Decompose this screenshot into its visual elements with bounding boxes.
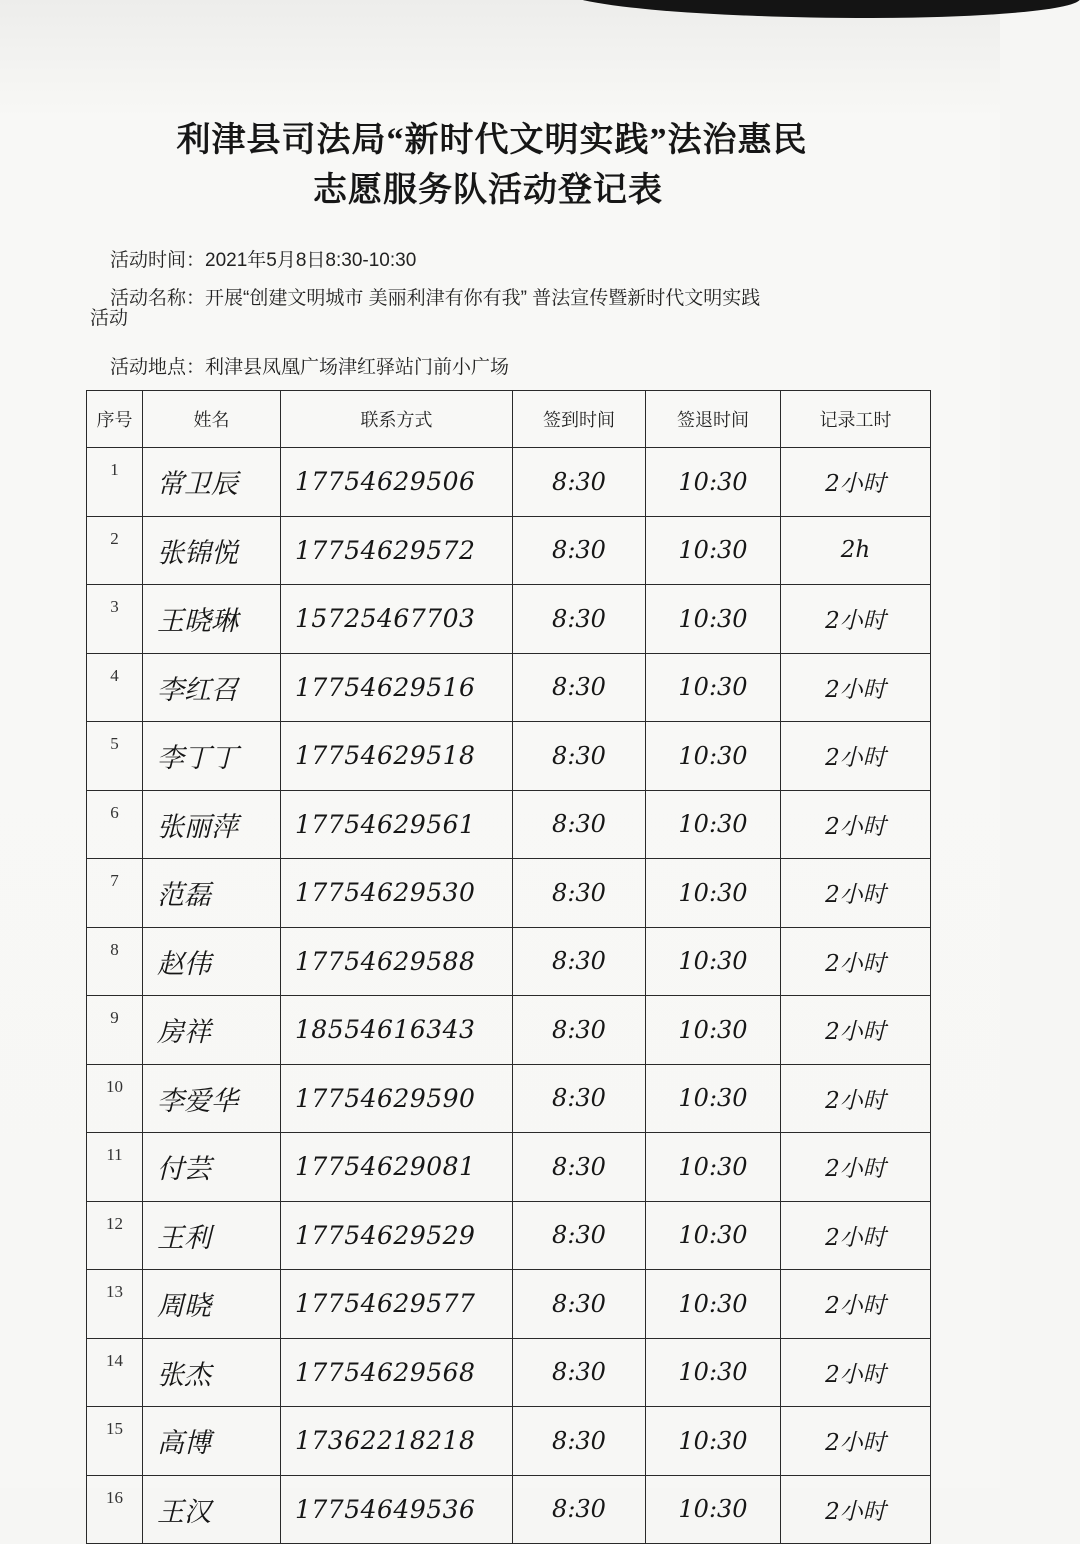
table-row [87, 516, 931, 585]
contact-phone: 15725467703 [281, 585, 513, 654]
row-number: 7 [87, 859, 143, 928]
table-row [87, 1064, 931, 1133]
table-row [87, 1407, 931, 1476]
table-row [87, 1338, 931, 1407]
volunteer-name: 范磊 [143, 859, 281, 928]
volunteer-name: 王利 [143, 1201, 281, 1270]
table-row [87, 859, 931, 928]
sign-out-time: 10:30 [646, 653, 781, 722]
sign-in-time: 8:30 [513, 996, 646, 1065]
contact-phone: 17754629572 [281, 516, 513, 585]
contact-phone: 17754629577 [281, 1270, 513, 1339]
header-name: 姓名 [143, 391, 281, 448]
sign-out-time: 10:30 [646, 448, 781, 517]
contact-phone: 17754649536 [281, 1475, 513, 1544]
sign-in-time: 8:30 [513, 790, 646, 859]
sign-out-time: 10:30 [646, 790, 781, 859]
row-number: 15 [87, 1407, 143, 1476]
row-number: 16 [87, 1475, 143, 1544]
recorded-hours: 2小时 [781, 1270, 931, 1339]
table-row [87, 1133, 931, 1202]
table-row [87, 1201, 931, 1270]
recorded-hours: 2小时 [781, 790, 931, 859]
recorded-hours: 2小时 [781, 927, 931, 996]
recorded-hours: 2小时 [781, 1201, 931, 1270]
sign-out-time: 10:30 [646, 722, 781, 791]
contact-phone: 17754629518 [281, 722, 513, 791]
activity-name: 活动名称：开展“创建文明城市 美丽利津有你有我” 普法宣传暨新时代文明实践 [110, 288, 761, 309]
recorded-hours: 2小时 [781, 722, 931, 791]
header-sign-out: 签退时间 [646, 391, 781, 448]
table-row [87, 585, 931, 654]
volunteer-name: 高博 [143, 1407, 281, 1476]
contact-phone: 17754629530 [281, 859, 513, 928]
recorded-hours: 2小时 [781, 653, 931, 722]
sign-out-time: 10:30 [646, 516, 781, 585]
sign-in-time: 8:30 [513, 859, 646, 928]
table-row [87, 996, 931, 1065]
contact-phone: 17754629561 [281, 790, 513, 859]
sign-in-time: 8:30 [513, 585, 646, 654]
volunteer-name: 张锦悦 [143, 516, 281, 585]
volunteer-name: 张丽萍 [143, 790, 281, 859]
table-row [87, 1475, 931, 1544]
sign-in-time: 8:30 [513, 653, 646, 722]
sign-out-time: 10:30 [646, 1338, 781, 1407]
contact-phone: 17754629590 [281, 1064, 513, 1133]
table-body [87, 448, 931, 1544]
recorded-hours: 2小时 [781, 1475, 931, 1544]
header-sign-in: 签到时间 [513, 391, 646, 448]
document-title-line1: 利津县司法局“新时代文明实践”法治惠民 [176, 122, 808, 159]
sign-out-time: 10:30 [646, 1270, 781, 1339]
sign-out-time: 10:30 [646, 1133, 781, 1202]
sign-in-time: 8:30 [513, 1407, 646, 1476]
sign-out-time: 10:30 [646, 1064, 781, 1133]
sign-in-time: 8:30 [513, 1338, 646, 1407]
volunteer-name: 张杰 [143, 1338, 281, 1407]
sign-out-time: 10:30 [646, 1475, 781, 1544]
document-title-line2: 志愿服务队活动登记表 [313, 172, 663, 209]
contact-phone: 17754629568 [281, 1338, 513, 1407]
volunteer-name: 房祥 [143, 996, 281, 1065]
sign-out-time: 10:30 [646, 585, 781, 654]
volunteer-name: 王晓琳 [143, 585, 281, 654]
sign-out-time: 10:30 [646, 859, 781, 928]
activity-name-wrap: 活动 [90, 308, 129, 329]
row-number: 3 [87, 585, 143, 654]
header-number: 序号 [87, 391, 143, 448]
volunteer-name: 李红召 [143, 653, 281, 722]
sign-in-time: 8:30 [513, 722, 646, 791]
volunteer-name: 付芸 [143, 1133, 281, 1202]
table-header-row [87, 391, 931, 448]
recorded-hours: 2h [781, 516, 931, 585]
volunteer-register-table [86, 390, 931, 1544]
contact-phone: 17754629588 [281, 927, 513, 996]
volunteer-name: 王汉 [143, 1475, 281, 1544]
recorded-hours: 2小时 [781, 1338, 931, 1407]
table-row [87, 927, 931, 996]
volunteer-name: 周晓 [143, 1270, 281, 1339]
volunteer-name: 常卫辰 [143, 448, 281, 517]
row-number: 12 [87, 1201, 143, 1270]
sign-out-time: 10:30 [646, 1407, 781, 1476]
row-number: 10 [87, 1064, 143, 1133]
table-row [87, 790, 931, 859]
sign-in-time: 8:30 [513, 516, 646, 585]
photo-dark-edge [560, 0, 1080, 18]
recorded-hours: 2小时 [781, 448, 931, 517]
recorded-hours: 2小时 [781, 996, 931, 1065]
activity-place: 活动地点：利津县凤凰广场津红驿站门前小广场 [110, 357, 510, 378]
contact-phone: 17362218218 [281, 1407, 513, 1476]
contact-phone: 17754629506 [281, 448, 513, 517]
recorded-hours: 2小时 [781, 585, 931, 654]
row-number: 6 [87, 790, 143, 859]
row-number: 9 [87, 996, 143, 1065]
row-number: 8 [87, 927, 143, 996]
row-number: 11 [87, 1133, 143, 1202]
sign-in-time: 8:30 [513, 1133, 646, 1202]
row-number: 14 [87, 1338, 143, 1407]
sign-in-time: 8:30 [513, 927, 646, 996]
row-number: 1 [87, 448, 143, 517]
table-row [87, 722, 931, 791]
row-number: 4 [87, 653, 143, 722]
header-hours: 记录工时 [781, 391, 931, 448]
sign-in-time: 8:30 [513, 448, 646, 517]
table-row [87, 1270, 931, 1339]
contact-phone: 17754629529 [281, 1201, 513, 1270]
sign-in-time: 8:30 [513, 1201, 646, 1270]
row-number: 13 [87, 1270, 143, 1339]
contact-phone: 18554616343 [281, 996, 513, 1065]
table-row [87, 653, 931, 722]
volunteer-name: 赵伟 [143, 927, 281, 996]
activity-time: 活动时间：2021年5月8日8:30-10:30 [110, 250, 417, 271]
table-row [87, 448, 931, 517]
recorded-hours: 2小时 [781, 1133, 931, 1202]
recorded-hours: 2小时 [781, 1407, 931, 1476]
sign-out-time: 10:30 [646, 1201, 781, 1270]
row-number: 5 [87, 722, 143, 791]
header-contact: 联系方式 [281, 391, 513, 448]
sign-in-time: 8:30 [513, 1270, 646, 1339]
sign-out-time: 10:30 [646, 927, 781, 996]
contact-phone: 17754629081 [281, 1133, 513, 1202]
sign-out-time: 10:30 [646, 996, 781, 1065]
contact-phone: 17754629516 [281, 653, 513, 722]
sign-in-time: 8:30 [513, 1064, 646, 1133]
row-number: 2 [87, 516, 143, 585]
volunteer-name: 李丁丁 [143, 722, 281, 791]
sign-in-time: 8:30 [513, 1475, 646, 1544]
volunteer-name: 李爱华 [143, 1064, 281, 1133]
recorded-hours: 2小时 [781, 1064, 931, 1133]
recorded-hours: 2小时 [781, 859, 931, 928]
